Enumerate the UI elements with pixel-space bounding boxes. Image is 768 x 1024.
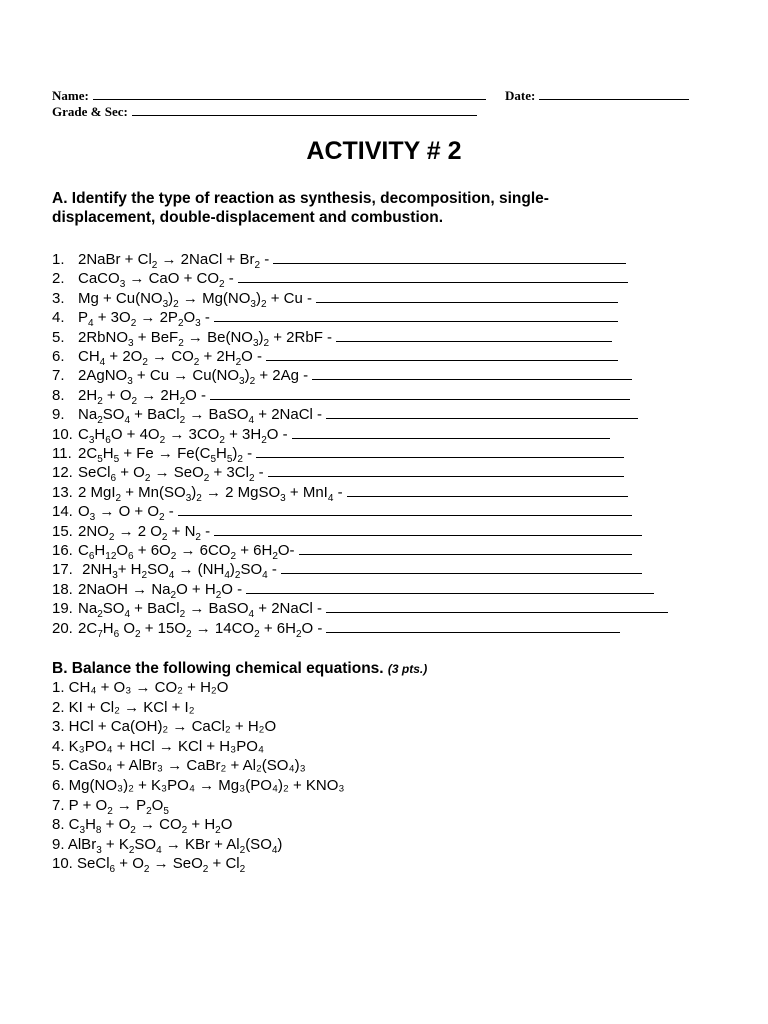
question-item <box>52 559 642 582</box>
answer-blank[interactable] <box>326 404 638 419</box>
balance-equation: 7. $P + O_2 \to P_2O_5$ <box>52 796 169 817</box>
balance-equation: 4. K₃PO₄ + HCl → KCl + H₃PO₄ <box>52 737 265 755</box>
question-item <box>52 288 618 310</box>
question-number: 17. <box>52 561 73 579</box>
question-equation: 2AgNO$_3$ + $Cu \to Cu(NO_3)_2 + 2Ag$ - <box>78 367 309 388</box>
answer-blank[interactable] <box>273 249 626 264</box>
question-number: 13. <box>52 483 73 501</box>
answer-blank[interactable] <box>256 443 624 458</box>
answer-blank[interactable] <box>178 501 632 516</box>
question-item <box>52 501 632 524</box>
question-item <box>52 424 610 446</box>
question-item <box>52 540 632 562</box>
question-number: 3. <box>52 289 65 307</box>
question-equation: $2C_7H_6$ $O_2 + 15O_2 \to 14CO_2 + 6H_2O$ - <box>78 619 323 640</box>
question-number: 2. <box>52 270 65 288</box>
answer-blank[interactable] <box>292 424 610 439</box>
part-a-instruction: A. Identify the type of reaction as synthesis, decomposition, single-displacement, double-displacement and combustion. <box>52 190 549 226</box>
question-item <box>52 346 618 368</box>
grade-label: Grade & Sec: <box>52 104 128 119</box>
question-number: 19. <box>52 600 73 618</box>
question-item <box>52 327 612 349</box>
question-equation: $Na_2SO_4$ + BaCl$_2$ → BaSO$_4$ + 2NaCl - <box>78 600 323 621</box>
question-equation: 2 $MgI_2 + Mn(SO_3)_2 \to 2$ MgSO$_3$ + MnI$_4$ - <box>78 483 343 504</box>
answer-blank[interactable] <box>326 618 620 633</box>
page-title: ACTIVITY # 2 <box>306 137 462 165</box>
part-b-instruction: B. Balance the following chemical equations. <box>52 660 384 677</box>
question-item <box>52 249 626 271</box>
answer-blank[interactable] <box>312 365 632 380</box>
question-item <box>52 618 620 640</box>
question-equation: $2NH_3+ H_2SO_4 \to (NH_4)_2SO_4$ - <box>78 561 277 582</box>
question-equation: $Mg + Cu(NO_3)_2 \to Mg(NO_3)_2 + Cu$ - <box>78 289 312 310</box>
balance-equation: 5. CaSo₄ + AlBr₃ → CaBr₂ + Al₂(SO₄)₃ <box>52 757 306 775</box>
question-equation: 2NaOH → $Na_2O + H_2O$ - <box>78 580 243 601</box>
question-number: 5. <box>52 328 65 346</box>
date-field <box>505 88 689 104</box>
question-item <box>52 598 668 621</box>
question-number: 4. <box>52 309 65 327</box>
question-equation: $2NO_2 \to 2$ $O_2 + N_2$ - <box>78 522 211 543</box>
balance-equation: 6. Mg(NO₃)₂ + K₃PO₄ → Mg₃(PO₄)₂ + KNO₃ <box>52 777 345 794</box>
part-b-instruction-line <box>52 659 712 679</box>
question-number: 10. <box>52 425 73 443</box>
question-number: 1. <box>52 251 65 268</box>
question-item <box>52 443 624 465</box>
question-equation: $2C_5H_5 + Fe \to Fe(C_5H_5)_2$ - <box>78 445 253 465</box>
question-item <box>52 365 632 388</box>
balance-equation: 8. $C_3H_8 + O_2 \to CO_2 + H_2O$ <box>52 816 233 837</box>
balance-equation: 9. AlBr$_3$ + $K_2SO_4$ → KBr + $Al_2(SO_4)$ <box>52 835 283 856</box>
question-number: 18. <box>52 580 73 598</box>
grade-blank[interactable] <box>132 104 477 116</box>
question-number: 8. <box>52 386 65 404</box>
answer-blank[interactable] <box>326 598 668 613</box>
question-number: 14. <box>52 503 73 521</box>
name-blank[interactable] <box>93 88 486 100</box>
question-equation: 2RbNO$_3$ + $BeF_2 \to Be(NO_3)_2 + 2RbF$ - <box>78 328 333 349</box>
question-number: 9. <box>52 406 65 424</box>
balance-equation: 2. KI + Cl₂ → KCl + I₂ <box>52 698 195 716</box>
date-blank[interactable] <box>539 88 689 100</box>
question-equation: $C_3H_6O + 4O_2 \to 3CO_2 + 3H_2O$ - <box>78 425 288 446</box>
question-number: 11. <box>52 445 72 462</box>
question-equation: $C_6H_{12}O_6 + 6O_2 \to 6CO_2 + 6H_2O-$ <box>78 542 295 562</box>
question-equation: 2NaBr + $Cl_2$ → 2NaCl + $Br_2$ - <box>78 251 270 271</box>
answer-blank[interactable] <box>210 385 630 400</box>
question-equation: $2H_2 + O_2 \to 2H_2O$ - <box>78 386 206 407</box>
answer-blank[interactable] <box>266 346 618 361</box>
question-item <box>52 521 642 543</box>
question-item <box>52 268 628 291</box>
answer-blank[interactable] <box>214 307 618 322</box>
question-equation: $P_4 + 3O_2 \to 2P_2O_3$ - <box>78 309 210 330</box>
answer-blank[interactable] <box>316 288 618 303</box>
question-item <box>52 462 624 485</box>
answer-blank[interactable] <box>238 268 628 283</box>
question-equation: $Na_2SO_4$ + BaCl$_2$ → BaSO$_4$ + 2NaCl - <box>78 406 323 427</box>
question-number: 15. <box>52 522 73 540</box>
answer-blank[interactable] <box>246 579 654 594</box>
question-item <box>52 579 654 601</box>
answer-blank[interactable] <box>299 540 632 555</box>
question-item <box>52 385 630 407</box>
name-field <box>52 88 486 104</box>
question-number: 20. <box>52 619 73 637</box>
balance-equation: 10. SeCl$_6$ + $O_2 \to SeO_2 + Cl_2$ <box>52 855 246 876</box>
question-equation: $CH_4 + 2O_2 \to CO_2 + 2H_2O$ - <box>78 348 262 368</box>
grade-section-field <box>52 104 477 120</box>
answer-blank[interactable] <box>268 462 624 477</box>
question-number: 7. <box>52 367 65 385</box>
answer-blank[interactable] <box>214 521 642 536</box>
part-b-points: (3 pts.) <box>387 662 428 676</box>
question-equation: $O_3 \to O + O_2$ - <box>78 503 174 524</box>
question-number: 12. <box>52 464 73 482</box>
question-item <box>52 307 618 330</box>
question-number: 6. <box>52 348 65 365</box>
question-number: 16. <box>52 542 73 559</box>
question-equation: SeCl$_6$ + $O_2 \to SeO_2 + 3Cl_2$ - <box>78 464 264 485</box>
name-label: Name: <box>52 88 89 103</box>
answer-blank[interactable] <box>281 559 642 574</box>
question-item <box>52 482 628 504</box>
balance-equation: 1. CH₄ + O₃ → CO₂ + H₂O <box>52 679 229 696</box>
balance-equation: 3. HCl + Ca(OH)₂ → CaCl₂ + H₂O <box>52 718 277 736</box>
answer-blank[interactable] <box>336 327 612 342</box>
date-label: Date: <box>505 88 536 103</box>
question-equation: CaCO$_3$ → CaO + $CO_2$ - <box>78 270 234 291</box>
answer-blank[interactable] <box>347 482 628 497</box>
question-item <box>52 404 638 427</box>
